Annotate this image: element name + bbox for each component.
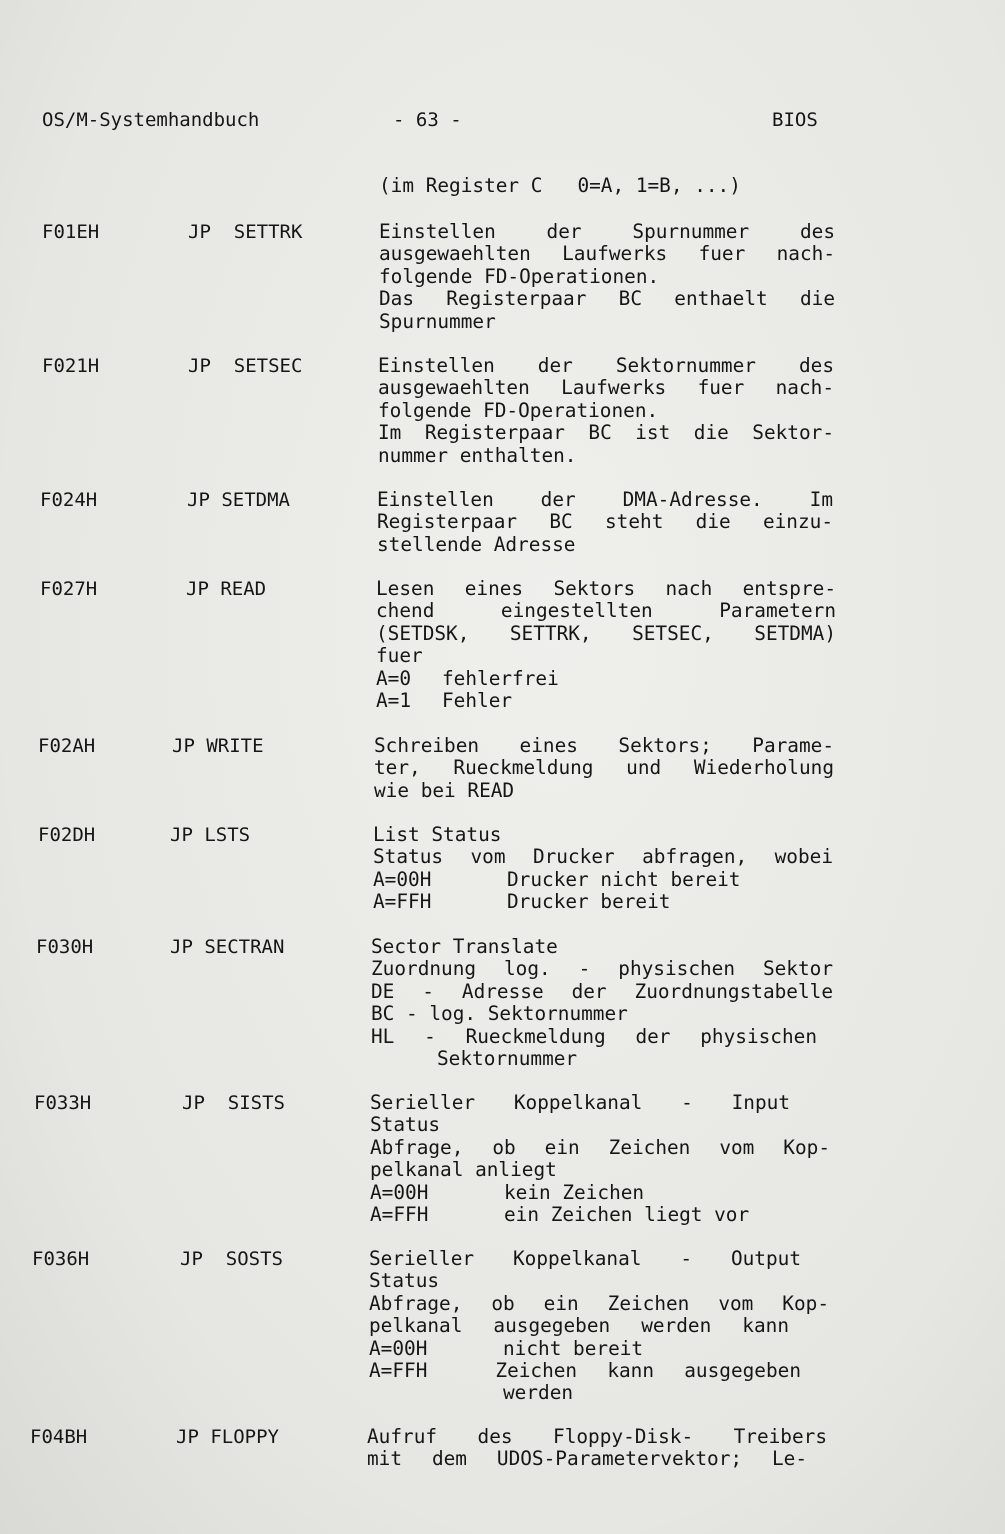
entry-address: F021H (42, 355, 100, 377)
entry-instruction: JP SETDMA (187, 489, 290, 511)
entry-address: F01EH (42, 221, 100, 243)
entry-instruction: JP SOSTS (180, 1248, 283, 1270)
entry-address: F030H (36, 936, 94, 958)
entry-description: Schreiben eines Sektors; Parame- ter, Rueckmeldung und Wiederholung wie bei READ (374, 734, 834, 802)
entry-description: Lesen eines Sektors nach entspre- chend eingestellten Parametern (SETDSK, SETTRK, SETSEC, SETDMA) fuer A=0 fehlerfrei A=1 Fehler (376, 577, 836, 713)
return-code: A=00H nicht bereit (369, 1336, 644, 1360)
header-title: OS/M-Systemhandbuch (42, 109, 260, 131)
entry-address: F027H (40, 578, 98, 600)
entry-description: Einstellen der Spurnummer des ausgewaehlten Laufwerks fuer nach- folgende FD-Operationen. Das Registerpaar BC enthaelt die Spurnummer (379, 220, 835, 333)
intro-line: (im Register C 0=A, 1=B, ...) (379, 174, 741, 197)
entry-instruction: JP LSTS (170, 824, 251, 846)
entry-description: List Status Status vom Drucker abfragen, wobei A=00H Drucker nicht bereit A=FFH Drucker bereit (373, 823, 833, 914)
entry-description: Serieller Koppelkanal - Input Status Abfrage, ob ein Zeichen vom Kop- pelkanal anliegt A=00H kein Zeichen A=FFH ein Zeichen liegt vor (370, 1091, 830, 1227)
entry-description: Einstellen der DMA-Adresse. Im Registerpaar BC steht die einzu- stellende Adresse (377, 488, 833, 556)
return-code: A=FFH Zeichen kann ausgegeben (369, 1359, 801, 1383)
entry-description: Einstellen der Sektornummer des ausgewaehlten Laufwerks fuer nach- folgende FD-Operationen. Im Registerpaar BC ist die Sektor- nummer enthalten. (378, 354, 834, 467)
return-code: A=0 fehlerfrei (376, 666, 559, 690)
entry-address: F024H (40, 489, 98, 511)
entry-instruction: JP WRITE (172, 735, 264, 757)
entry-description: Serieller Koppelkanal - Output Status Abfrage, ob ein Zeichen vom Kop- pelkanal ausgegeben werden kann A=00H nicht bereit A=FFH Zeichen kann ausgegeben werden (369, 1247, 829, 1405)
entry-address: F036H (32, 1248, 90, 1270)
entry-address: F02AH (38, 735, 96, 757)
return-code: A=FFH Drucker bereit (373, 890, 671, 914)
entry-description: Aufruf des Floppy-Disk- Treibers mit dem UDOS-Parametervektor; Le- (367, 1425, 827, 1471)
entry-description: Sector Translate Zuordnung log. - physischen Sektor DE - Adresse der Zuordnungstabelle BC - log. Sektornummer HL - Rueckmeldung der physischen Sektornummer (371, 935, 833, 1071)
section-name: BIOS (772, 109, 818, 131)
entry-instruction: JP SECTRAN (170, 936, 285, 958)
entry-instruction: JP FLOPPY (176, 1426, 279, 1448)
page-number: - 63 - (393, 109, 462, 131)
entry-instruction: JP SETSEC (188, 355, 303, 377)
entry-address: F04BH (30, 1426, 88, 1448)
return-code: A=FFH ein Zeichen liegt vor (370, 1203, 750, 1227)
return-code: A=00H Drucker nicht bereit (373, 867, 741, 891)
entry-address: F02DH (38, 824, 96, 846)
entry-instruction: JP SISTS (182, 1092, 285, 1114)
entry-instruction: JP READ (186, 578, 267, 600)
entry-instruction: JP SETTRK (188, 221, 303, 243)
return-code: A=00H kein Zeichen (370, 1180, 645, 1204)
return-code: A=1 Fehler (376, 689, 513, 713)
entry-address: F033H (34, 1092, 92, 1114)
